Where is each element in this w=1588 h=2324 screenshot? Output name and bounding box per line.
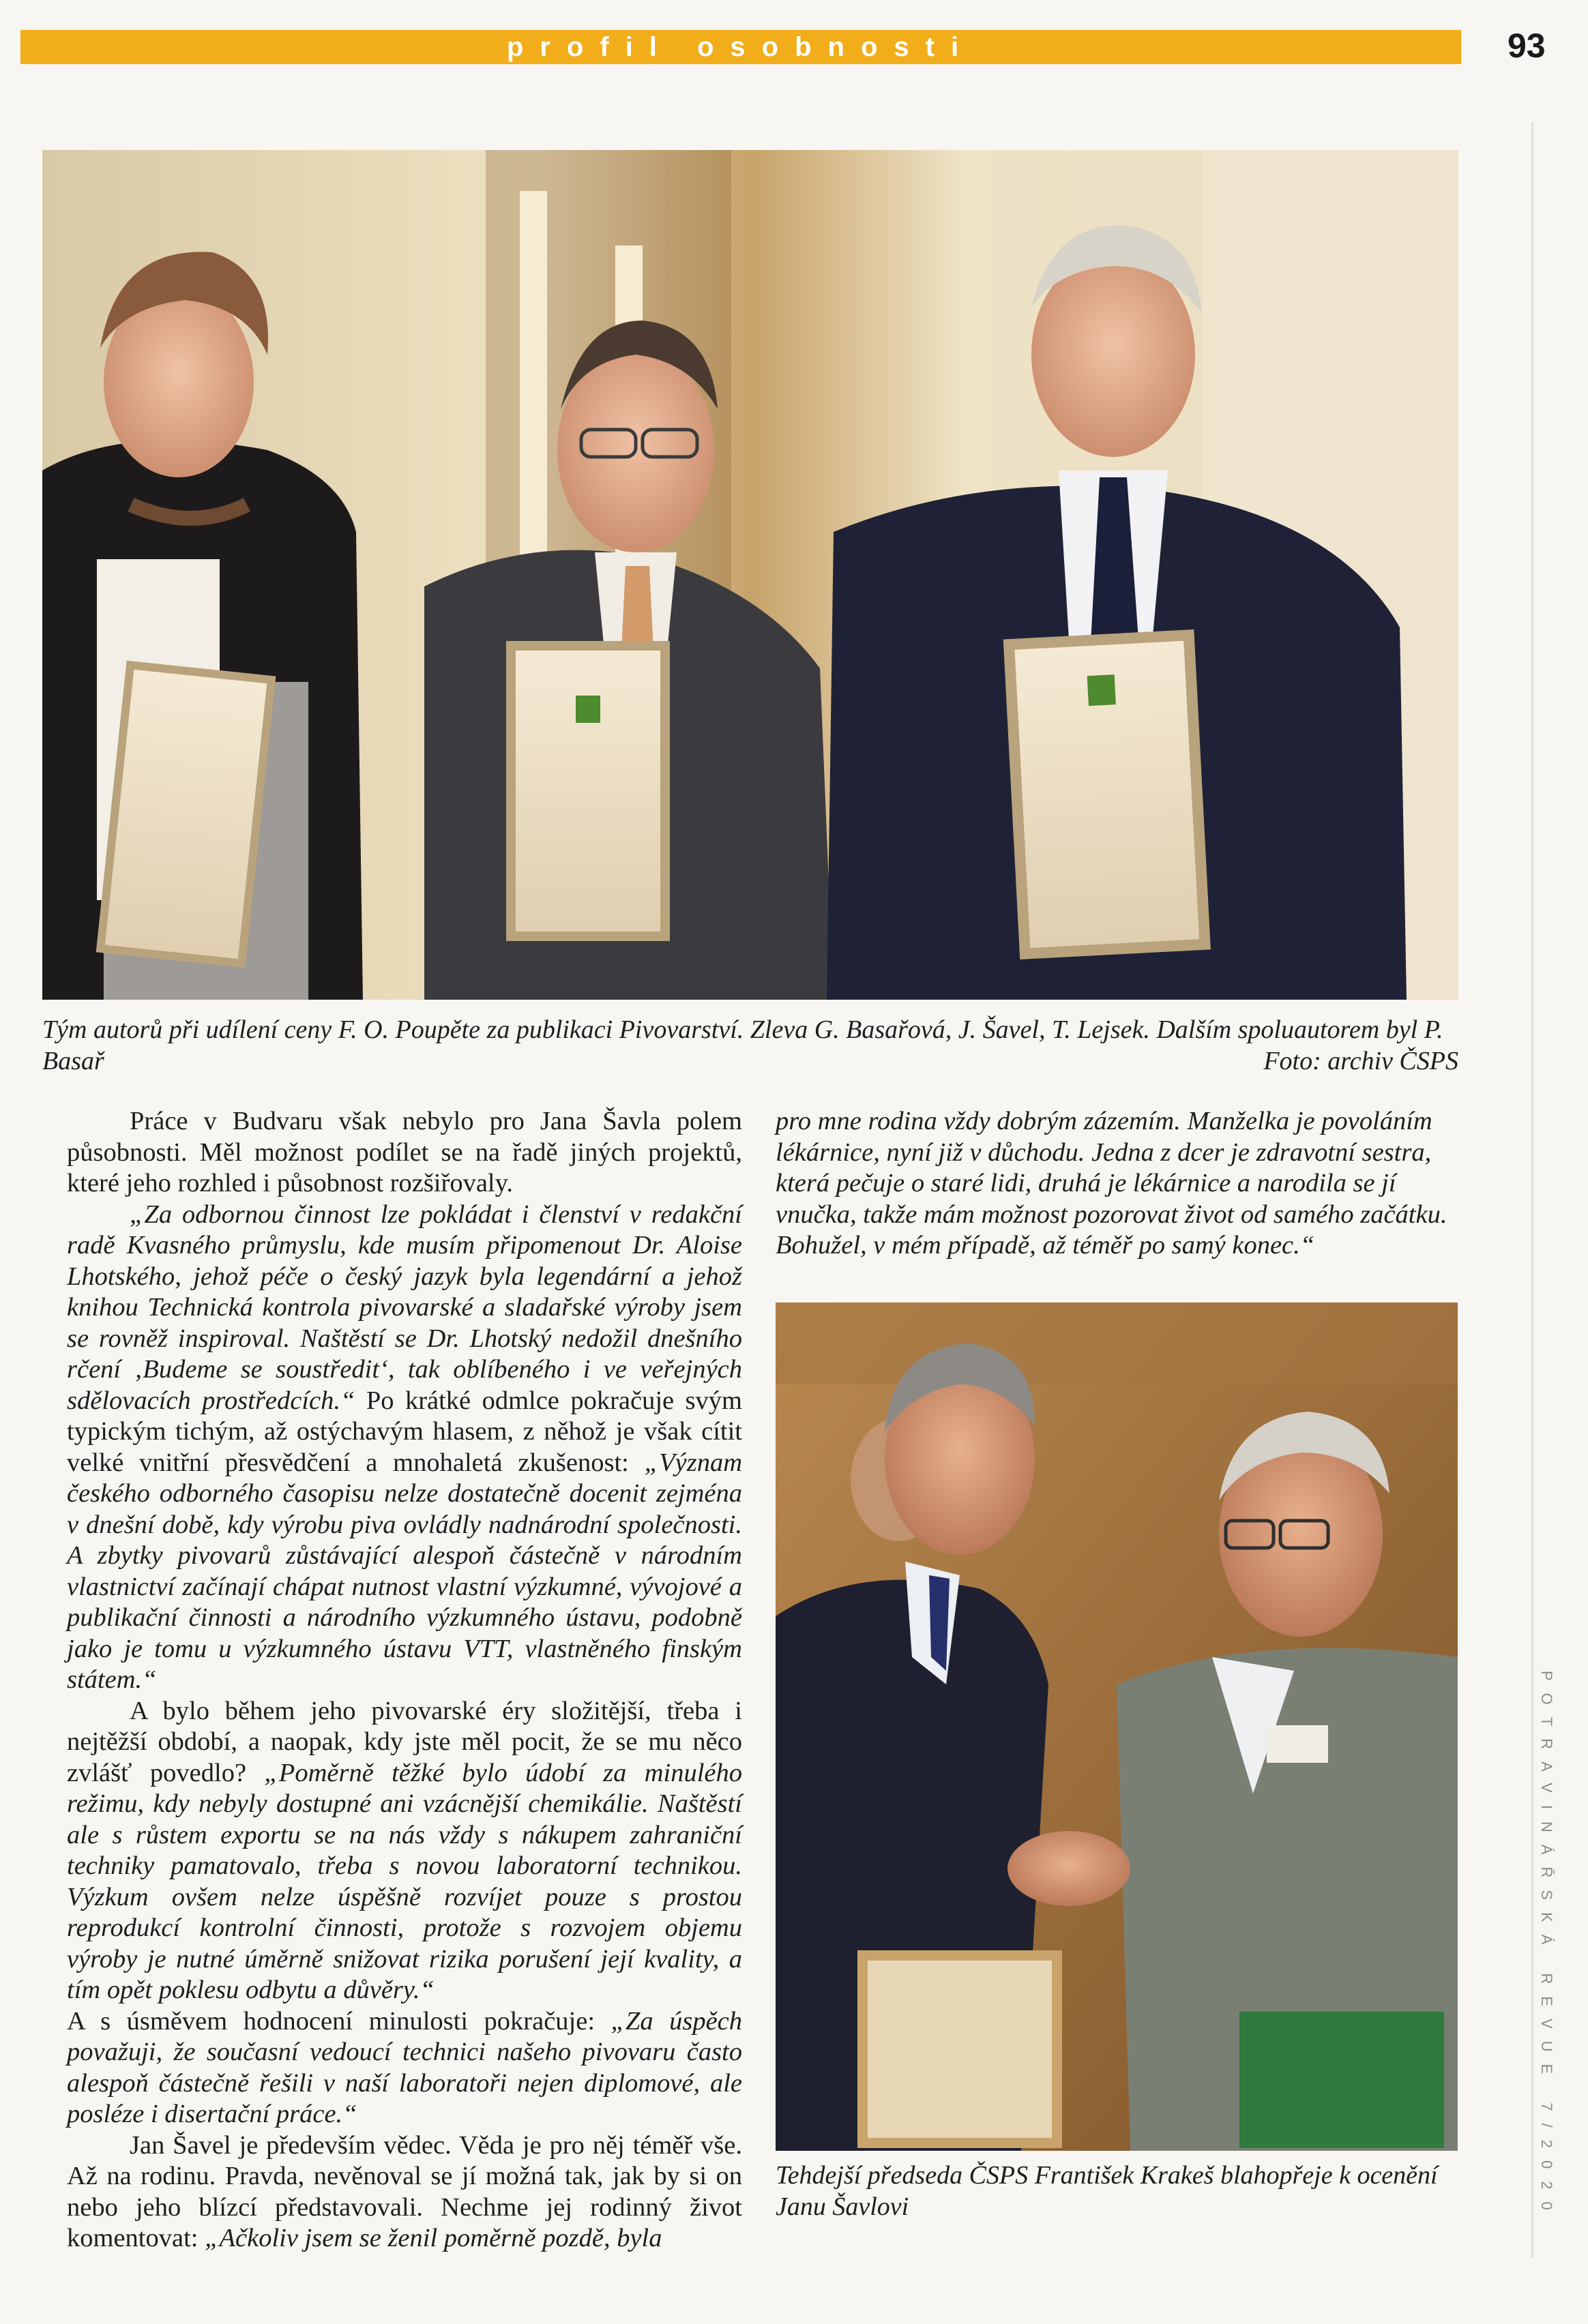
paragraph-5: Jan Šavel je především vědec. Věda je pro něj téměř vše. Až na rodinu. Pravda, nevěnoval se jí možná tak, jak by si on nebo jeho blízcí představovali. Nechme jej rodinný život komentovat: „Ačkoliv jsem se ženil poměrně pozdě, byla — [67, 2130, 742, 2252]
award-photo-main — [42, 150, 1458, 1000]
main-photo-caption-text: Tým autorů při udílení ceny F. O. Poupěte za publikaci Pivovarství. Zleva G. Basařová, J. Šavel, T. Lejsek. Dalším spoluautorem byl P. Basař — [42, 1015, 1443, 1075]
article-column-left — [67, 1106, 742, 2254]
section-title: profil osobnosti — [506, 31, 975, 62]
article-column-right — [776, 1106, 1458, 1262]
photo-credit: Foto: archiv ČSPS — [1263, 1047, 1458, 1075]
page-number: 93 — [1508, 27, 1546, 65]
paragraph-3: A bylo během jeho pivovarské éry složitější, třeba i nejtěžší období, a naopak, kdy jste měl pocit, že se mu něco zvlášť povedlo? „Poměrně těžké bylo údobí za minulého režimu, kdy nebyly dostupné ani vzácnější chemikálie. Naštěstí ale s růstem exportu se na nás vždy s nákupem zahraniční techniky pamatovalo, třeba s novou laboratorní technikou. Výzkum ovšem nelze úspěšně rozvíjet pouze s prostou reprodukcí kontrolní činnosti, protože s rozvojem objemu výroby je nutné úměrně snižovat rizika porušení její kvality, a tím opět poklesu odbytu a důvěry.“ — [67, 1696, 742, 2004]
journal-issue-caption: POTRAVINÁŘSKÁ REVUE 7/2020 — [1538, 1671, 1555, 2222]
paragraph-1: Práce v Budvaru však nebylo pro Jana Šavla polem působnosti. Měl možnost podílet se na řadě jiných projektů, které jeho rozhled i působnost rozšiřovaly. — [67, 1107, 742, 1197]
main-photo-caption — [42, 1014, 1458, 1077]
paragraph-2: „Za odbornou činnost lze pokládat i členství v redakční radě Kvasného průmyslu, kde musím připomenout Dr. Aloise Lhotského, jehož péče o český jazyk byla legendární a jehož knihou Technická kontrola pivovarské a sladařské výroby jsem se rovněž inspiroval. Naštěstí se Dr. Lhotský nedožil dnešního rčení ‚Budeme se soustředit‘, tak oblíbeného i ve veřejných sdělovacích prostředcích.“ Po krátké odmlce pokračuje svým typickým tichým, až ostýchavým hlasem, z něhož je však cítit velké vnitřní přesvědčení a mnohaletá zkušenost: „Význam českého odborného časopisu nelze dostatečně docenit zejména v dnešní době, kdy výrobu piva ovládly nadnárodní společnosti. A zbytky pivovarů zůstávající alespoň částečně v národním vlastnictví začínají chápat nutnost vlastní výzkumné, vývojové a publikační činnosti a národního výzkumného ústavu, podobně jako je tomu u výzkumného ústavu VTT, vlastněného finským státem.“ — [67, 1200, 742, 1694]
handshake-photo — [776, 1302, 1458, 2151]
side-photo-caption: Tehdejší předseda ČSPS František Krakeš blahopřeje k ocenění Janu Šavlovi — [776, 2161, 1438, 2221]
paragraph-4: A s úsměvem hodnocení minulosti pokračuje: „Za úspěch považuji, že současní vedoucí technici našeho pivovaru často alespoň částečně řešili v naší laboratoři nejen diplomové, ale posléze i disertační práce.“ — [67, 2006, 743, 2128]
paragraph-continuation: pro mne rodina vždy dobrým zázemím. Manželka je povoláním lékárnice, nyní již v důchodu. Jedna z dcer je zdravotní sestra, která pečuje o staré lidi, druhá je lékárnice a narodila se jí vnučka, takže mám možnost pozorovat život od samého začátku. Bohužel, v mém případě, až téměř po samý konec.“ — [776, 1107, 1447, 1260]
award-photo-illustration — [42, 150, 1458, 1000]
section-header-bar — [20, 30, 1461, 64]
handshake-photo-illustration — [776, 1302, 1458, 2151]
